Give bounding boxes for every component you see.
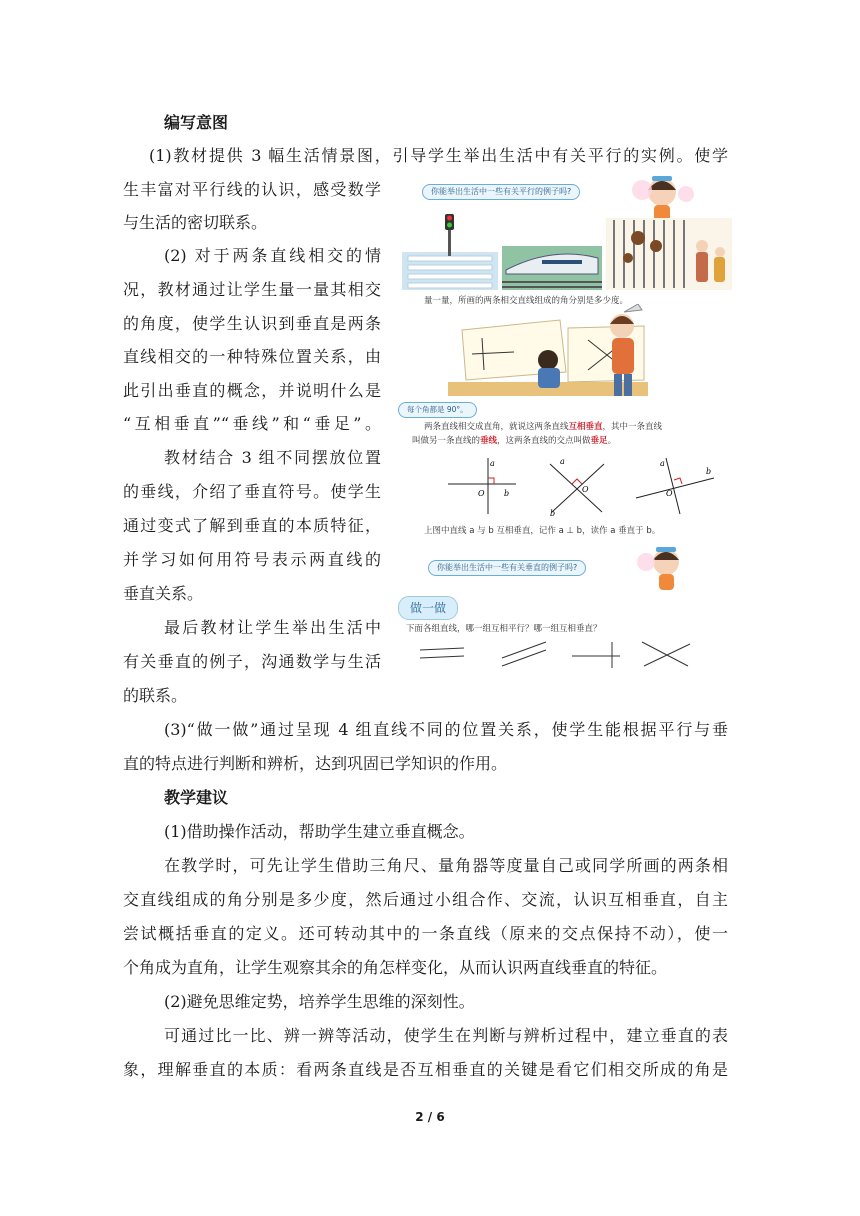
definition-text: 两条直线相交成直角，就说这两条直线	[424, 422, 569, 432]
subheading: (1)借助操作活动，帮助学生建立垂直概念。	[164, 822, 475, 841]
paragraph-line: “互相垂直”“垂线”和“垂足”。	[123, 414, 381, 433]
paragraph-line: 有关垂直的例子，沟通数学与生活	[123, 652, 381, 671]
paragraph-line: 的角度，使学生认识到垂直是两条	[123, 314, 381, 333]
page-number: 2 / 6	[415, 1110, 445, 1124]
label-b: b	[504, 489, 510, 498]
notation-text: 上图中直线 a 与 b 互相垂直，记作 a ⊥ b，读作 a 垂直于 b。	[424, 526, 661, 536]
definition-text: ，这两条直线的交点叫做	[497, 436, 591, 446]
paragraph-line: 并学习如何用符号表示两直线的	[123, 550, 381, 569]
paragraph-line: 的联系。	[123, 686, 188, 705]
paragraph-line: 直线相交的一种特殊位置关系，由	[123, 347, 381, 366]
speech-bubble-perpendicular: 你能举出生活中一些有关垂直的例子吗?	[428, 560, 586, 576]
girl-illustration	[634, 542, 706, 592]
definition-text: 。	[607, 436, 617, 446]
label-o: O	[666, 489, 673, 498]
label-o: O	[478, 489, 485, 498]
heading-writing-intent: 编写意图	[164, 113, 229, 132]
term-perpendicular: 互相垂直	[568, 422, 603, 432]
line-pair-4	[638, 638, 694, 670]
exercise-tag	[398, 596, 458, 620]
term-perpendicular-line: 垂线	[480, 436, 498, 446]
line-pair-2	[498, 638, 550, 670]
definition-line-1	[424, 422, 662, 433]
definition-text: ，其中一条直线	[602, 422, 663, 432]
label-b: b	[550, 509, 556, 516]
paragraph-line: 直的特点进行判断和辨析，达到巩固已学知识的作用。	[123, 754, 508, 773]
paragraph-line: 的垂线，介绍了垂直符号。使学生	[123, 482, 381, 501]
paragraph-line: (2) 对于两条直线相交的情	[164, 246, 381, 265]
exercise-question: 下面各组直线，哪一组互相平行？哪一组互相垂直？	[406, 624, 602, 634]
line-pair-3	[568, 638, 624, 670]
definition-line-2	[412, 436, 616, 447]
paragraph-line: 尝试概括垂直的定义。还可转动其中的一条直线（原来的交点保持不动），使一	[123, 924, 728, 943]
line-pair-1	[418, 642, 466, 668]
paragraph-line: 此引出垂直的概念，并说明什么是	[123, 381, 381, 400]
paragraph-line: (3)“做一做”通过呈现 4 组直线不同的位置关系，使学生能根据平行与垂	[164, 720, 728, 739]
caption-measure: 量一量，所画的两条相交直线组成的角分别是多少度。	[424, 296, 629, 306]
perpendicular-diagram-3	[630, 456, 716, 516]
paragraph-line: 与生活的密切联系。	[123, 213, 268, 232]
paragraph-line: (1)教材提供 3 幅生活情景图，引导学生举出生活中有关平行的实例。使学	[149, 146, 728, 165]
paragraph-line: 可通过比一比、辨一辨等活动，使学生在判断与辨析过程中，建立垂直的表	[164, 1026, 728, 1045]
paragraph-line: 个角成为直角，让学生观察其余的角怎样变化，从而认识两直线垂直的特征。	[123, 958, 668, 977]
heading-teaching-suggestions: 教学建议	[164, 788, 229, 807]
paragraph-line: 通过变式了解到垂直的本质特征，	[123, 516, 381, 535]
paragraph-line: 生丰富对平行线的认识，感受数学	[123, 180, 381, 199]
paragraph-line: 最后教材让学生举出生活中	[164, 618, 381, 637]
exercise-tag-label: 做一做	[409, 601, 446, 615]
label-o: O	[582, 485, 589, 494]
label-a: a	[660, 459, 665, 468]
label-b: b	[706, 467, 712, 476]
label-a: a	[560, 457, 565, 466]
paragraph-line: 在教学时，可先让学生借助三角尺、量角器等度量自己或同学所画的两条相	[164, 856, 728, 875]
parallel-scenes-illustration	[402, 212, 734, 292]
label-a: a	[490, 459, 495, 468]
paragraph-line: 教材结合 3 组不同摆放位置	[164, 448, 381, 467]
textbook-figure	[398, 172, 738, 676]
paragraph-line: 象，理解垂直的本质：看两条直线是否互相垂直的关键是看它们相交所成的角是	[123, 1060, 728, 1079]
boy-illustration	[598, 304, 648, 400]
term-foot: 垂足	[590, 436, 608, 446]
paragraph-line: 交直线组成的角分别是多少度，然后通过小组合作、交流，认识互相垂直，自主	[123, 890, 728, 909]
subheading: (2)避免思维定势，培养学生思维的深刻性。	[164, 992, 475, 1011]
paragraph-line: 垂直关系。	[123, 584, 204, 603]
speech-bubble-parallel: 你能举出生活中一些有关平行的例子吗?	[422, 184, 580, 200]
paragraph-line: 况，教材通过让学生量一量其相交	[123, 280, 381, 299]
speech-bubble-angle: 每个角都是 90°。	[398, 402, 477, 418]
perpendicular-diagram-2	[538, 456, 618, 516]
perpendicular-diagram-1	[438, 456, 518, 516]
definition-text: 叫做另一条直线的	[412, 436, 481, 446]
